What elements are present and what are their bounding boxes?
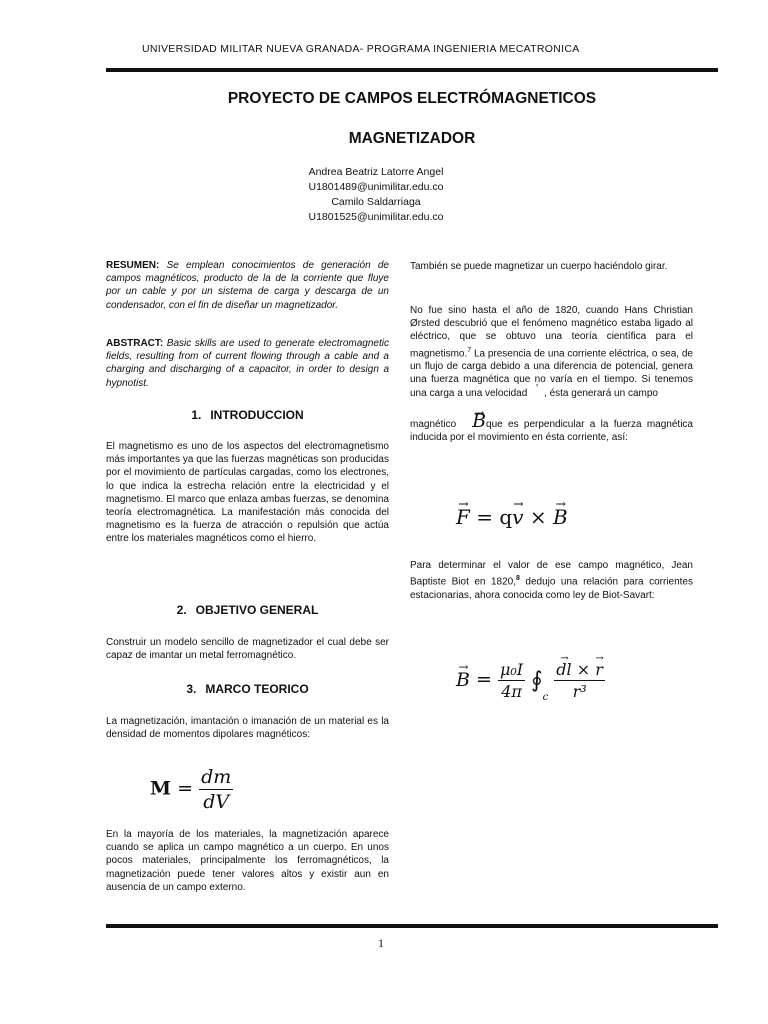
author-email: U1801489@unimilitar.edu.co bbox=[308, 181, 444, 193]
resumen-paragraph bbox=[106, 259, 389, 312]
right-block-3 bbox=[410, 410, 693, 444]
inline-B bbox=[472, 410, 486, 432]
eq-fraction-mu bbox=[498, 660, 525, 701]
right-text: magnético bbox=[410, 419, 457, 430]
velocity-mark: ' bbox=[536, 382, 539, 394]
right-paragraph-4 bbox=[410, 559, 693, 602]
right-text: , ésta generará un campo bbox=[544, 387, 658, 399]
right-block-1 bbox=[410, 260, 693, 273]
intro-block bbox=[106, 440, 389, 546]
objetivo-paragraph: Construir un modelo sencillo de magnetizador el cual debe ser capaz de imantar un metal ferromagnético. bbox=[106, 637, 389, 662]
running-header: UNIVERSIDAD MILITAR NUEVA GRANADA- PROGRAMA INGENIERIA MECATRONICA bbox=[142, 43, 580, 55]
right-text: La presencia de una corriente eléctrica, o sea, de un flujo de carga debido a una diferencia de potencial, genera una fuerza magnética que no varía en el tiempo. Si tenemos una carga a una velocidad bbox=[410, 347, 693, 399]
eq-numerator: dm bbox=[201, 766, 232, 788]
abstract-paragraph bbox=[106, 337, 389, 390]
marco-block-2 bbox=[106, 828, 389, 894]
eq-numerator bbox=[554, 660, 605, 681]
marco-paragraph-1: La magnetización, imantación o imanación de un material es la densidad de momentos dipolares magnéticos: bbox=[106, 716, 389, 741]
author-name: Andrea Beatriz Latorre Angel bbox=[308, 166, 444, 178]
abstract-block bbox=[106, 337, 389, 390]
right-paragraph-1: También se puede magnetizar un cuerpo haciéndolo girar. bbox=[410, 261, 668, 272]
eq-text: = q bbox=[476, 505, 513, 529]
right-text: que es perpendicular a la fuerza magnética inducida por el movimiento en ésta corriente, así: bbox=[410, 419, 693, 444]
marco-paragraph-2: En la mayoría de los materiales, la magnetización aparece cuando se aplica un campo magnético a un cuerpo. En unos pocos materiales, principalmente los ferromagnéticos, la magnetización puede tener valores altos y existir aun en ausencia de un campo externo. bbox=[106, 829, 389, 893]
vec-dl: → dl bbox=[556, 660, 571, 679]
eq-equals: = bbox=[476, 668, 492, 691]
eq-denominator: r³ bbox=[572, 682, 587, 701]
page-number: 1 bbox=[378, 936, 384, 950]
contour-integral: ∮ bbox=[531, 668, 543, 693]
eq-times: × bbox=[529, 505, 547, 529]
objetivo-block bbox=[106, 636, 389, 662]
resumen-text: Se emplean conocimientos de generación de campos magnéticos, producto de la de la corriente que fluye por un cable y por un sistema de carga y descarga de un condensador, con el fin de diseñar un magnetizador. bbox=[106, 260, 389, 311]
eq-times: × bbox=[576, 660, 591, 679]
vec-F: → F bbox=[456, 505, 470, 529]
right-text: No fue sino hasta el año de 1820, cuando Hans Christian Ørsted descubrió que el fenómeno magnético estaba ligado al eléctrico, que se obtuvo una teoría científica para el magnetismo. bbox=[410, 305, 693, 359]
force-equation bbox=[456, 505, 568, 529]
abstract-label: ABSTRACT: bbox=[106, 338, 164, 349]
section-number: 2. bbox=[176, 603, 187, 617]
eq-fraction bbox=[199, 766, 233, 813]
section-title: MARCO TEORICO bbox=[205, 682, 309, 696]
footnote-7: 7 bbox=[467, 346, 472, 354]
right-block-2 bbox=[410, 304, 693, 400]
author-block bbox=[106, 165, 646, 225]
bottom-rule bbox=[106, 924, 718, 928]
magnetization-equation bbox=[150, 766, 233, 813]
eq-denominator: 4π bbox=[501, 682, 522, 701]
section-title: INTRODUCCION bbox=[210, 408, 304, 422]
right-paragraph-3 bbox=[410, 410, 693, 444]
marco-block-1 bbox=[106, 715, 389, 741]
eq-denominator: dV bbox=[203, 791, 230, 813]
right-block-4 bbox=[410, 559, 693, 602]
section-number: 3. bbox=[186, 682, 197, 696]
vec-r: → r bbox=[595, 660, 603, 679]
resumen-block bbox=[106, 259, 389, 312]
right-text: Para determinar el valor de ese campo magnético, Jean Baptiste Biot en 1820, bbox=[410, 560, 693, 588]
section-number: 1. bbox=[191, 408, 202, 422]
section-heading-introduccion bbox=[106, 408, 389, 422]
right-paragraph-2 bbox=[410, 304, 693, 400]
eq-eq-q bbox=[476, 505, 512, 529]
section-title: OBJETIVO GENERAL bbox=[195, 603, 319, 617]
eq-M: M bbox=[150, 777, 172, 800]
vec-B: → B bbox=[456, 669, 470, 691]
integral-subscript: c bbox=[542, 691, 549, 703]
vec-B: → B bbox=[553, 505, 568, 529]
resumen-label: RESUMEN: bbox=[106, 260, 160, 271]
right-text: dedujo una relación para corrientes estacionarias, ahora conocida como ley de Biot-Savart: bbox=[410, 576, 693, 601]
author-name: Camilo Saldarriaga bbox=[331, 196, 421, 208]
vec-B: → B bbox=[472, 416, 486, 426]
eq-equals: = bbox=[177, 777, 194, 800]
section-heading-objetivo bbox=[106, 603, 389, 617]
top-rule bbox=[106, 68, 718, 72]
eq-numerator: μ₀I bbox=[499, 660, 524, 679]
paper-subtitle: MAGNETIZADOR bbox=[348, 130, 476, 147]
eq-fraction-dl bbox=[554, 660, 605, 701]
vec-v: → v bbox=[512, 505, 523, 529]
abstract-text: Basic skills are used to generate electromagnetic fields, resulting from of current flowing through a cable and a charging and discharging of a capacitor, in order to design a hypnotist. bbox=[106, 338, 389, 389]
section-heading-marco bbox=[106, 682, 389, 696]
footnote-8: 8 bbox=[515, 575, 520, 583]
intro-paragraph: El magnetismo es uno de los aspectos del electromagnetismo más importantes ya que las fuerzas magnéticas son producidas por el movimiento de partículas cargadas, como los electrones, lo que indica la estrecha relación entre la electricidad y el magnetismo. El marco que enlaza ambas fuerzas, se denomina teoría electromagnética. La manifestación más conocida del magnetismo es la fuerza de atracción o repulsión que actúa entre los materiales magnéticos como el hierro. bbox=[106, 441, 389, 545]
paper-title: PROYECTO DE CAMPOS ELECTRÓMAGNETICOS bbox=[227, 90, 597, 107]
biot-savart-equation bbox=[456, 660, 605, 701]
author-email: U1801525@unimilitar.edu.co bbox=[308, 211, 444, 223]
